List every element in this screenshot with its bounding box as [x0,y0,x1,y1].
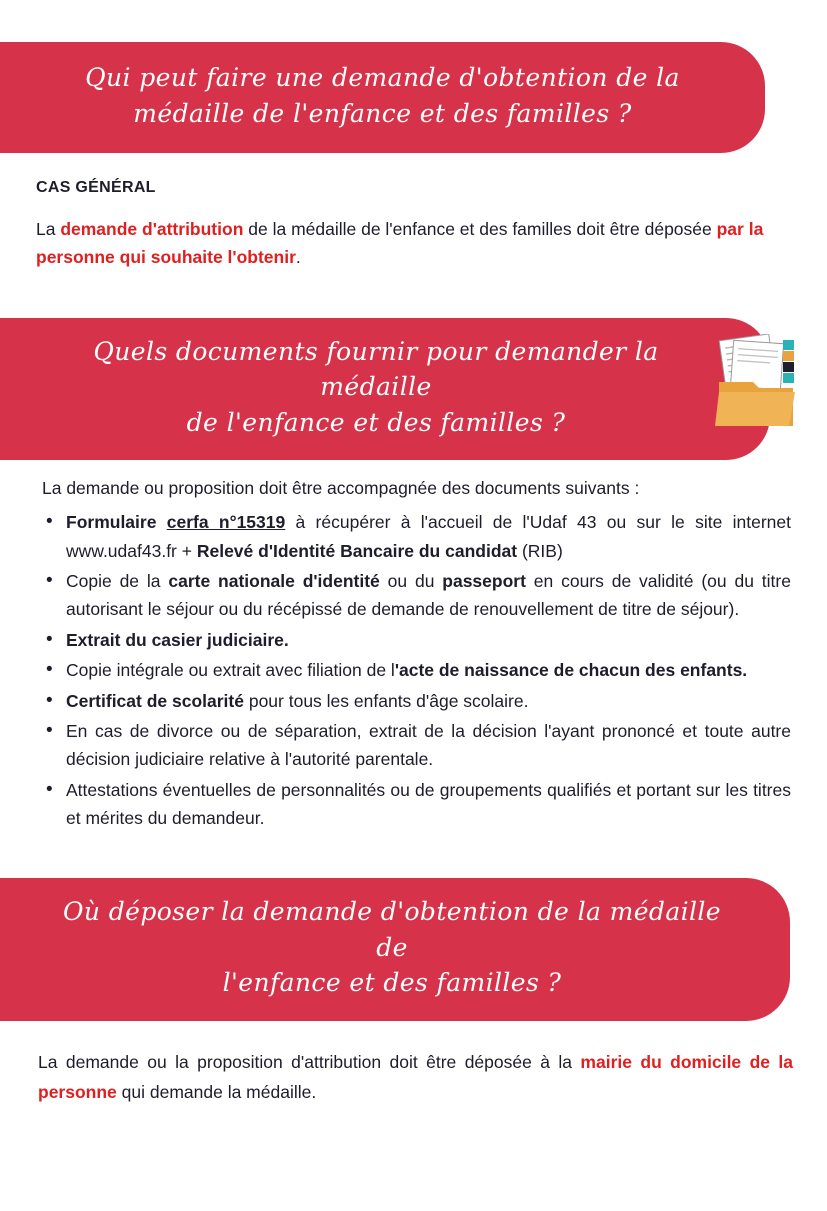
banner-line-2: l'enfance et des familles ? [222,968,562,998]
spacer [0,153,827,175]
item-cerfa-number: cerfa n°15319 [166,512,286,533]
item-label: Formulaire [66,512,167,533]
text-fragment: La [36,218,61,239]
paragraph-where-to-submit [0,1047,827,1107]
item-cni-label: carte nationale d'identité [168,571,380,592]
banner-where-to-submit [0,878,790,1021]
list-item [36,776,791,833]
text-fragment: . [295,247,301,268]
document-page [0,42,827,1211]
list-item [36,626,791,654]
banner-who-can-apply [0,42,765,153]
list-item [36,656,791,684]
item-text: Extrait du casier judiciaire. [66,629,289,650]
list-item [36,687,791,715]
item-text: Copie intégrale ou extrait avec filiation de l [66,660,395,681]
item-text: à récupérer à l'accueil de l'Udaf 43 ou sur le site internet www.udaf43.fr + [66,512,791,561]
item-text: Copie de la [66,571,169,592]
banner-line-2: de l'enfance et des familles ? [186,407,566,437]
text-fragment: de la médaille de l'enfance et des familles doit être déposée [243,218,717,239]
highlight-demande-attribution: demande d'attribution [60,218,244,239]
highlight-personne-obtenir: par la personne qui souhaite l'obtenir [36,218,764,268]
spacer [0,834,827,870]
list-item [36,717,791,774]
banner-line-1: Qui peut faire une demande d'obtention de la [85,63,680,92]
item-text: En cas de divorce ou de séparation, extrait de la décision l'ayant prononcé et toute autre décision judiciaire relative à l'autorité parentale. [66,720,791,770]
highlight-mairie-domicile: mairie du domicile de la personne [38,1051,793,1102]
banner-which-documents [0,318,770,461]
text-fragment: qui demande la médaille. [116,1081,317,1102]
folder-with-documents-icon [709,334,805,434]
documents-intro: La demande ou proposition doit être accompagnée des documents suivants : [42,478,640,499]
item-certificat-label: Certificat de scolarité [66,690,244,711]
banner-line-1: Quels documents fournir pour demander la médaille [93,336,659,402]
paragraph-general-case [36,215,791,272]
item-passeport-label: passeport [442,571,526,592]
section-general-case [0,175,827,272]
list-item [36,508,791,565]
spacer [0,272,827,308]
item-acte-naissance-label: 'acte de naissance de chacun des enfants. [394,660,748,681]
list-item [36,567,791,624]
banner-line-1: Où déposer la demande d'obtention de la médaille de [62,897,722,962]
item-text: pour tous les enfants d'âge scolaire. [243,690,529,711]
banner-line-2: médaille de l'enfance et des familles ? [133,98,632,128]
item-text: ou du [379,571,443,592]
item-text: (RIB) [517,540,563,561]
item-text: Attestations éventuelles de personnalités ou de groupements qualifiés et portant sur les titres et mérites du demandeur. [66,779,791,828]
item-rib-label: Relevé d'Identité Bancaire du candidat [196,540,518,561]
text-fragment: La demande ou la proposition d'attribution doit être déposée à la [38,1051,581,1072]
documents-list [36,508,791,832]
item-text: en cours de validité (ou du titre autorisant le séjour ou du récépissé de demande de renouvellement de titre de séjour). [66,571,791,620]
section-documents [0,474,827,832]
subtitle-cas-general: CAS GÉNÉRAL [36,179,156,196]
